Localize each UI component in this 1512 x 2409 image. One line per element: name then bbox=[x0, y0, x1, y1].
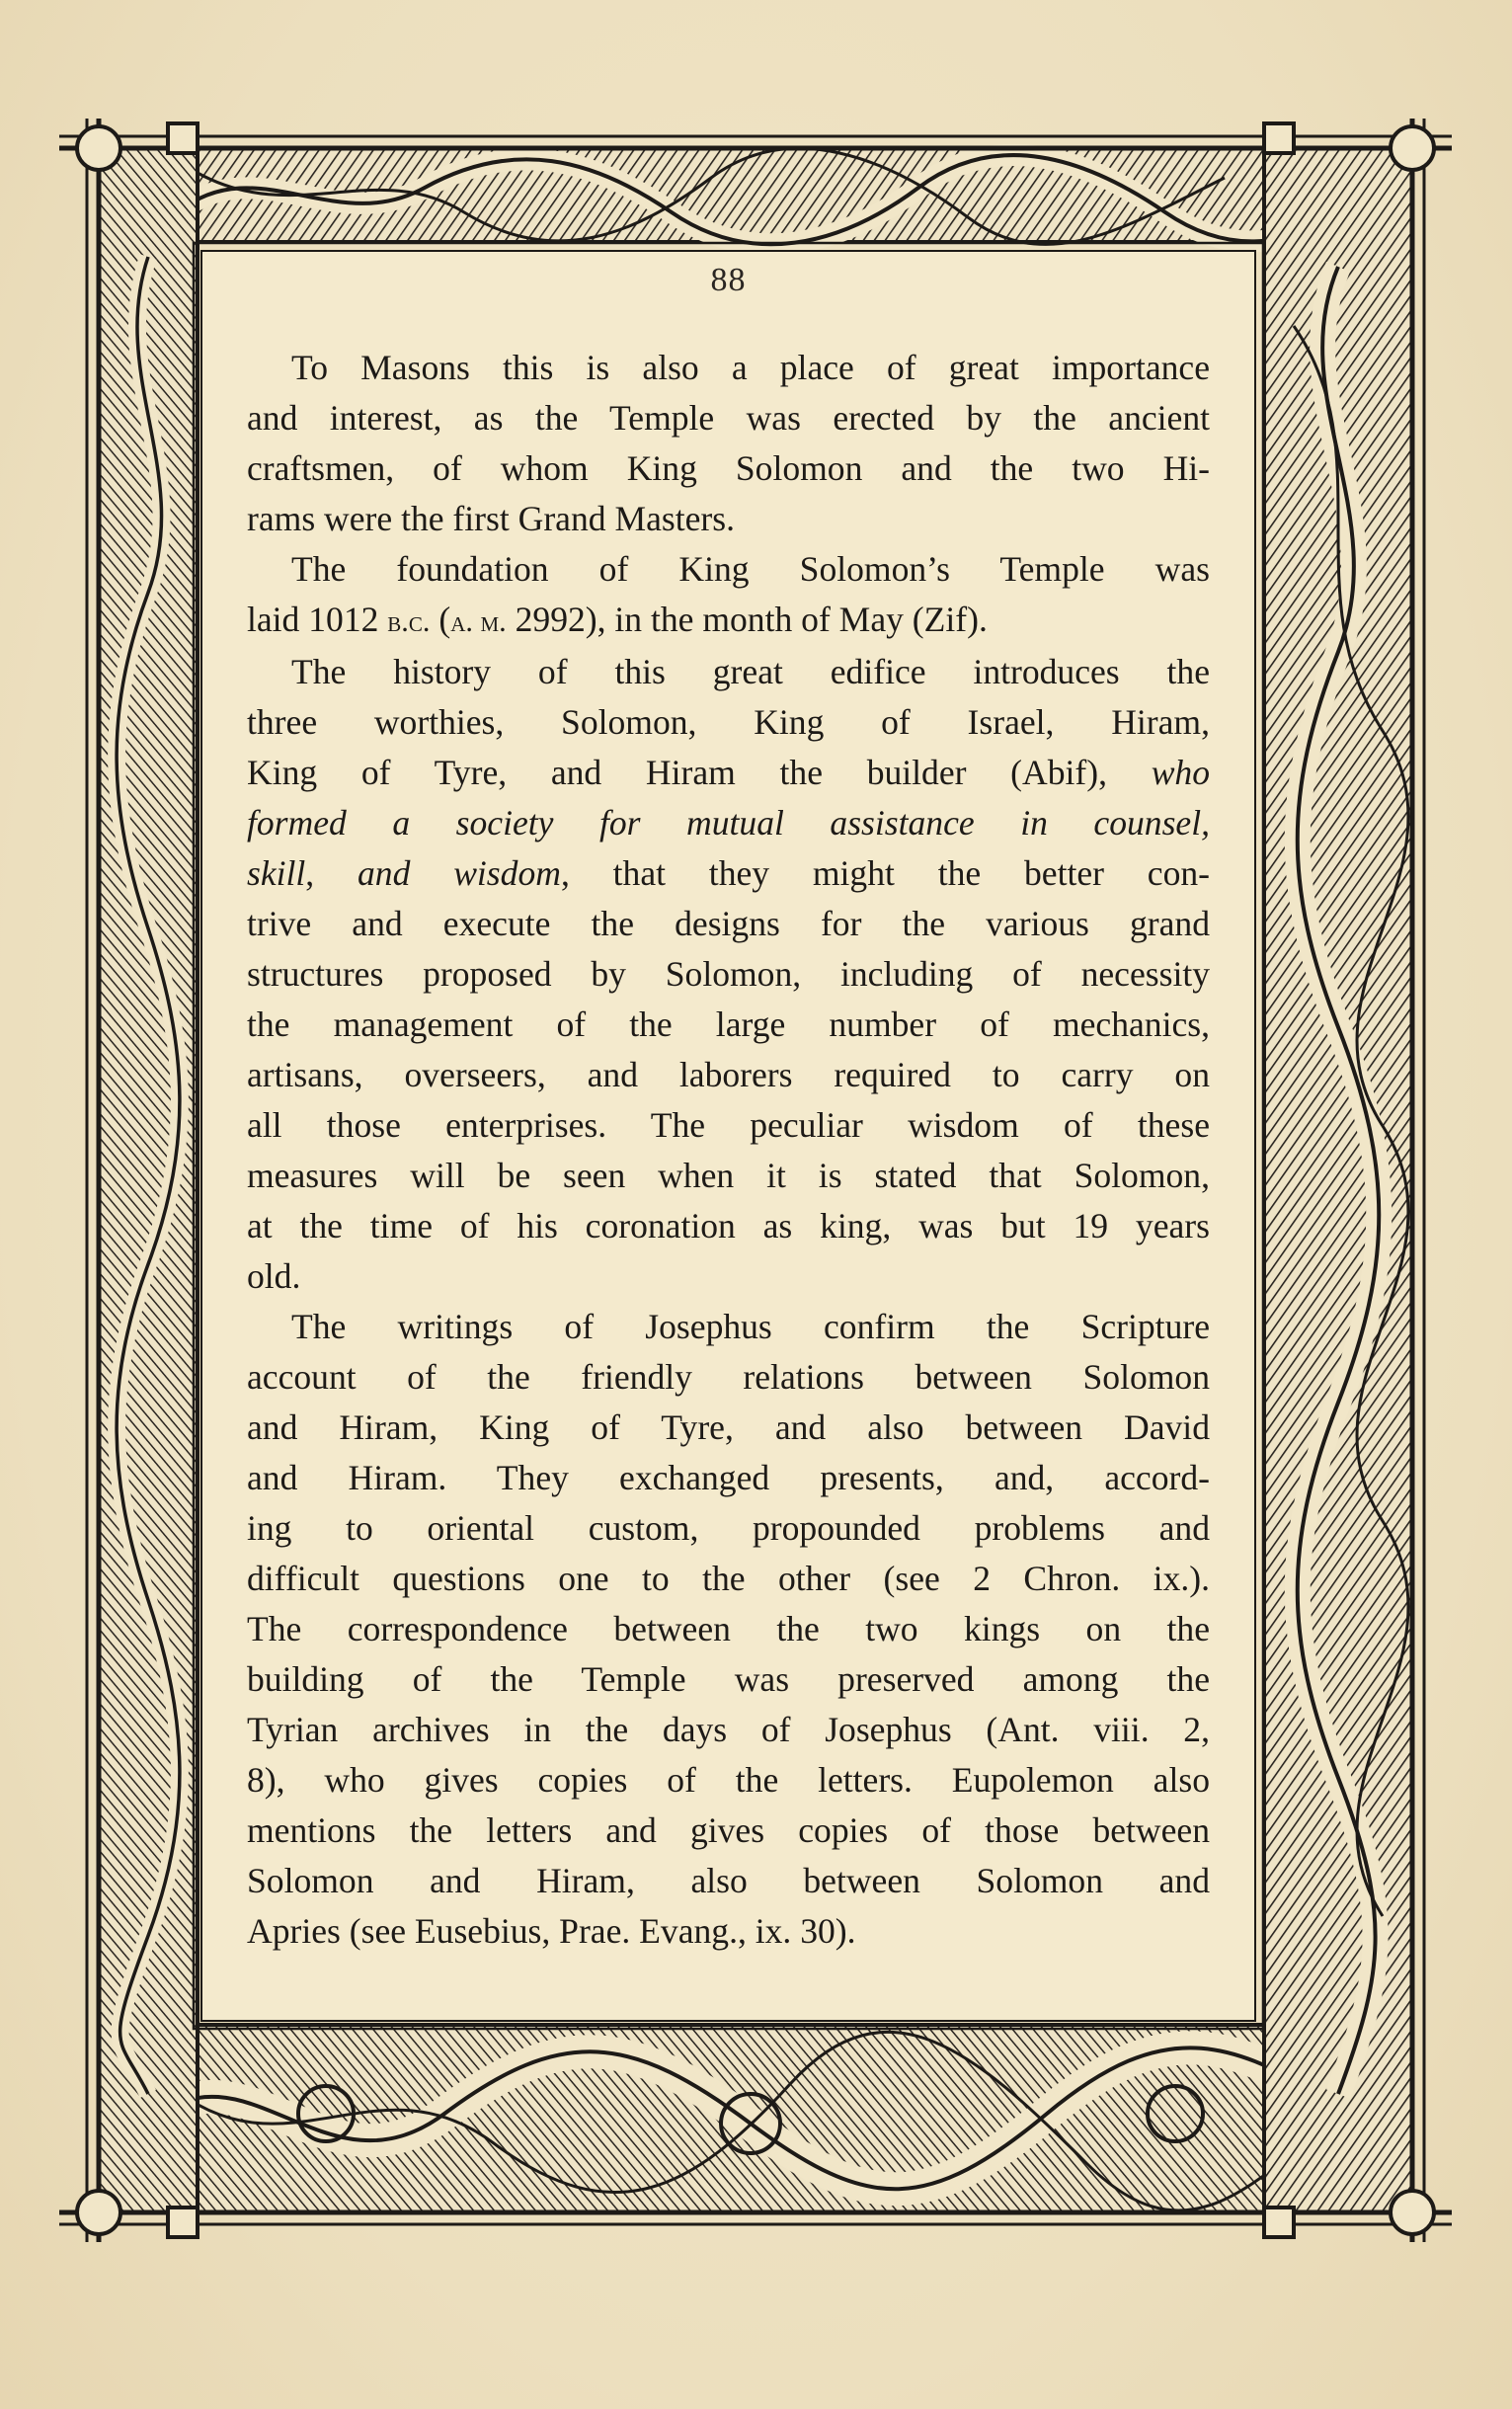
text-line: Tyrian archives in the days of Josephus (Ant. viii. 2, bbox=[247, 1710, 1210, 1749]
text-line: the management of the large number of mechanics, bbox=[247, 1004, 1210, 1044]
text-line: at the time of his coronation as king, was but 19 years bbox=[247, 1206, 1210, 1245]
text-line: craftsmen, of whom King Solomon and the two Hi- bbox=[247, 448, 1210, 488]
text-line: three worthies, Solomon, King of Israel, Hiram, bbox=[247, 702, 1210, 742]
text-line: To Masons this is also a place of great importance bbox=[291, 348, 1210, 387]
text-line: rams were the first Grand Masters. bbox=[247, 499, 735, 538]
text-line: Apries (see Eusebius, Prae. Evang., ix. 30). bbox=[247, 1911, 856, 1951]
text-line: skill, and wisdom, that they might the better con- bbox=[247, 853, 1211, 893]
text-line: The history of this great edifice introduces the bbox=[291, 652, 1210, 691]
text-panel bbox=[202, 252, 1254, 2020]
text-line: artisans, overseers, and laborers required to carry on bbox=[247, 1055, 1210, 1094]
text-line: and interest, as the Temple was erected by the ancient bbox=[247, 398, 1210, 438]
top-frieze bbox=[99, 148, 1412, 244]
text-line: old. bbox=[247, 1256, 301, 1296]
text-line: all those enterprises. The peculiar wisdom of these bbox=[247, 1105, 1210, 1145]
text-line: King of Tyre, and Hiram the builder (Abif), who bbox=[247, 753, 1210, 792]
text-line: ing to oriental custom, propounded problems and bbox=[247, 1508, 1210, 1548]
text-line: building of the Temple was preserved among the bbox=[247, 1659, 1210, 1699]
text-line: The foundation of King Solomon’s Temple was bbox=[291, 549, 1210, 589]
text-line: account of the friendly relations between Solomon bbox=[247, 1357, 1210, 1397]
page-number: 88 bbox=[710, 262, 747, 298]
text-line: difficult questions one to the other (see 2 Chron. ix.). bbox=[247, 1559, 1210, 1598]
bottom-frieze bbox=[99, 2025, 1412, 2212]
text-line: trive and execute the designs for the various grand bbox=[247, 904, 1210, 943]
text-line: structures proposed by Solomon, including of necessity bbox=[247, 954, 1210, 994]
body-text bbox=[247, 343, 1210, 1957]
text-line: Solomon and Hiram, also between Solomon and bbox=[247, 1861, 1210, 1900]
text-line: mentions the letters and gives copies of those between bbox=[247, 1810, 1210, 1850]
text-line: The correspondence between the two kings on the bbox=[247, 1609, 1210, 1648]
text-line: measures will be seen when it is stated that Solomon, bbox=[247, 1156, 1210, 1195]
text-line: 8), who gives copies of the letters. Eupolemon also bbox=[247, 1760, 1210, 1800]
text-line: and Hiram. They exchanged presents, and, accord- bbox=[247, 1458, 1210, 1497]
left-column bbox=[99, 148, 198, 2212]
text-line: laid 1012 b.c. (a. m. 2992), in the month of May (Zif). bbox=[247, 600, 988, 639]
text-line: The writings of Josephus confirm the Scripture bbox=[291, 1307, 1210, 1346]
text-line: formed a society for mutual assistance in counsel, bbox=[247, 803, 1210, 843]
right-column bbox=[1264, 148, 1412, 2212]
text-line: and Hiram, King of Tyre, and also between David bbox=[247, 1407, 1210, 1447]
